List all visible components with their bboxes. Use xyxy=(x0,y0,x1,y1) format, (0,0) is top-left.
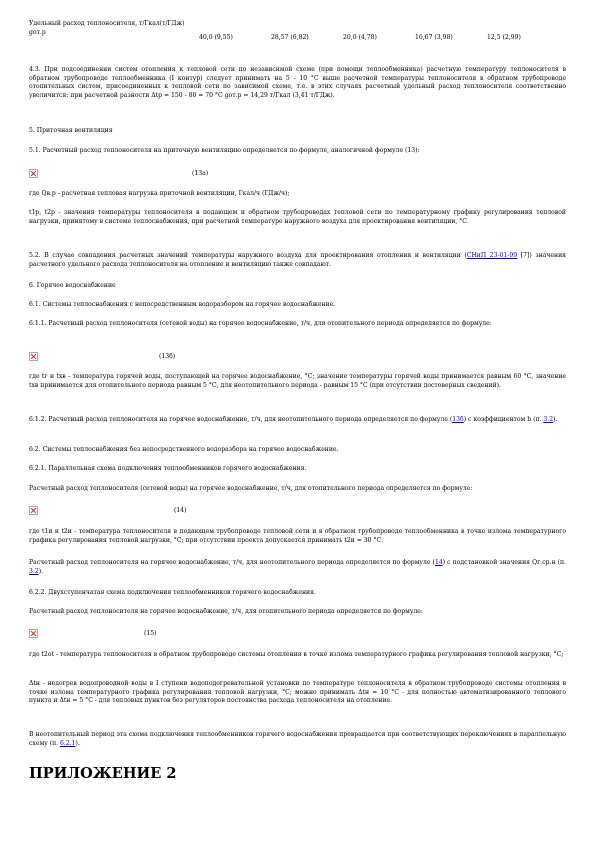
appendix-heading: ПРИЛОЖЕНИЕ 2 xyxy=(29,765,177,782)
formula-number: (15) xyxy=(144,630,157,637)
paragraph-4-3: 4.3. При подсоединении систем отопления к тепловой сети по независимой схеме (при помощи теплообменника) расчетную температуру теплоносителя в обратном трубопроводе теплообменника (I контур) следует принимать на 5 - 10 °С выше расчетной температуры теплоносителя в обратном трубопроводе отопительных систем, присоединенных к тепловой сети по зависимой схеме, т.е. в этих случаях расчетный удельный расход теплоносителя соответственно увеличится: при расчетной разности Δtр = 150 - 80 = 70 °С gот.р = 14,29 т/Гкал (3,41 т/ГДж). xyxy=(29,66,566,99)
formula-13a xyxy=(29,168,329,182)
link-section-6-2-1[interactable]: 6.2.1 xyxy=(60,739,76,747)
broken-image-icon xyxy=(29,629,38,638)
paragraph-where-qv: где Qв.р - расчетная тепловая нагрузка приточной вентиляции, Гкал/ч (ГДж/ч); xyxy=(29,190,290,197)
link-formula-13b[interactable]: 13б xyxy=(452,416,464,423)
paragraph-6-2-2: 6.2.2. Двухступенчатая схема подключения теплообменников горячего водоснабжения. xyxy=(29,589,316,596)
table-cell: 20,0 (4,78) xyxy=(343,34,377,41)
link-section-3-2[interactable]: 3.2 xyxy=(29,567,39,575)
paragraph-where-t2o: где t2оt - температура теплоносителя в обратном трубопроводе системы отопления в точке излома температурного графика регулирования тепловой нагрузки, °С; xyxy=(29,651,564,658)
formula-15 xyxy=(29,628,329,642)
link-section-3-2[interactable]: 3.2 xyxy=(543,416,554,423)
paragraph-5-2: 5.2. В случае совпадения расчетных значений температуры наружного воздуха для проектирования отопления и вентиляции (СНиП 23-01-99 [7]) значения расчетного удельного расхода теплоносителя на отопление и вентиляцию также совпадают. xyxy=(29,252,566,268)
paragraph-6-1-1: 6.1.1. Расчетный расход теплоносителя (сетевой воды) на горячее водоснабжение, т/ч, для отопительного периода определяется по формуле: xyxy=(29,320,492,327)
link-snip-23-01-99[interactable]: СНиП 23-01-99 xyxy=(466,252,518,259)
table-row-label: Удельный расход теплоносителя, т/Гкал(т/ГДж) gот.р xyxy=(29,20,185,36)
broken-image-icon xyxy=(29,506,38,515)
paragraph-rr-6-2-1: Расчетный расход теплоносителя (сетевой воды) на горячее водоснабжение, т/ч, для отопительного периода определяется по формуле: xyxy=(29,485,473,492)
paragraph-noheat-14: Расчетный расход теплоносителя на горячее водоснабжение, т/ч, для неотопительного периода определяется по формуле (14) с подстановкой значения Qг.ср.н (п. 3.2). xyxy=(29,559,566,575)
paragraph-6-2-1: 6.2.1. Параллельная схема подключения теплообменников горячего водоснабжения. xyxy=(29,465,307,472)
formula-14 xyxy=(29,505,329,519)
paragraph-noheat-last: В неотопительный период эта схема подключения теплообменников горячего водоснабжения превращается при соответствующих переключениях в параллельную схему (п. 6.2.1). xyxy=(29,731,566,747)
specific-flow-table xyxy=(29,20,569,43)
paragraph-6-1-2: 6.1.2. Расчетный расход теплоносителя на горячее водоснабжение, т/ч, для неотопительного периода определяется по формуле (13б) с коэффициентом b (п. 3.2). xyxy=(29,416,558,423)
table-cell: 12,5 (2,99) xyxy=(487,34,521,41)
section-heading-5: 5. Приточная вентиляция xyxy=(29,127,113,134)
broken-image-icon xyxy=(29,352,38,361)
table-cell: 28,57 (6,82) xyxy=(271,34,309,41)
formula-number: (13б) xyxy=(159,353,176,360)
table-row xyxy=(29,20,569,43)
section-heading-6: 6. Горячее водоснабжение xyxy=(29,282,116,289)
paragraph-delta-tn: Δtн - недогрев водопроводной воды в I ступени водоподогревательной установки по температуре теплоносителя в обратном трубопроводе системы отопления в точке излома температурного графика регулирования тепловой нагрузки, °С; можно принимать Δtн = 10 °С - для полностью автоматизированного теплового пункта и Δtн = 5 °С - для тепловых пунктов без регуляторов постоянства расхода теплоносителя на отопление. xyxy=(29,680,566,705)
paragraph-rr-6-2-2: Расчетный расход теплоносителя на горячее водоснабжение, т/ч, для отопительного периода определяется по формуле: xyxy=(29,608,423,615)
broken-image-icon xyxy=(29,169,38,178)
paragraph-where-t1i: где t1и и t2и - температура теплоносителя в подающем трубопроводе тепловой сети и в обратном трубопроводе теплообменника в точке излома температурного графика регулирования тепловой нагрузки, °С; при отсутствии проекта допускается принимать t2и = 30 °С. xyxy=(29,528,566,544)
formula-number: (14) xyxy=(174,507,187,514)
paragraph-t1v-t2v: t1р, t2р - значения температуры теплоносителя в подающем и обратном трубопроводах тепловой сети по температурному графику регулирования тепловой нагрузки, принятому в системе теплоснабжения, при расчетной температуре наружного воздуха для проектирования вентиляции, °С. xyxy=(29,209,566,225)
table-cell: 40,0 (9,55) xyxy=(199,34,233,41)
table-cell: 16,67 (3,98) xyxy=(415,34,453,41)
paragraph-5-1: 5.1. Расчетный расход теплоносителя на приточную вентиляцию определяется по формуле, аналогичной формуле (13): xyxy=(29,147,420,154)
link-formula-14[interactable]: 14 xyxy=(434,559,443,566)
formula-13b xyxy=(29,351,329,365)
paragraph-where-tg: где tг и tхв - температура горячей воды, поступающей на горячее водоснабжение, °С; значение температуры горячей воды принимается равным 60 °С, значение tхв принимается для отопительного периода равным 5 °С, для неотопительного периода - равным 15 °С (при отсутствии достоверных сведений). xyxy=(29,373,566,389)
paragraph-6-2: 6.2. Системы теплоснабжения без непосредственного водоразбора на горячее водоснабжение. xyxy=(29,446,339,453)
paragraph-6-1: 6.1. Системы теплоснабжения с непосредственным водоразбором на горячее водоснабжение. xyxy=(29,301,336,308)
formula-number: (13а) xyxy=(192,170,209,177)
